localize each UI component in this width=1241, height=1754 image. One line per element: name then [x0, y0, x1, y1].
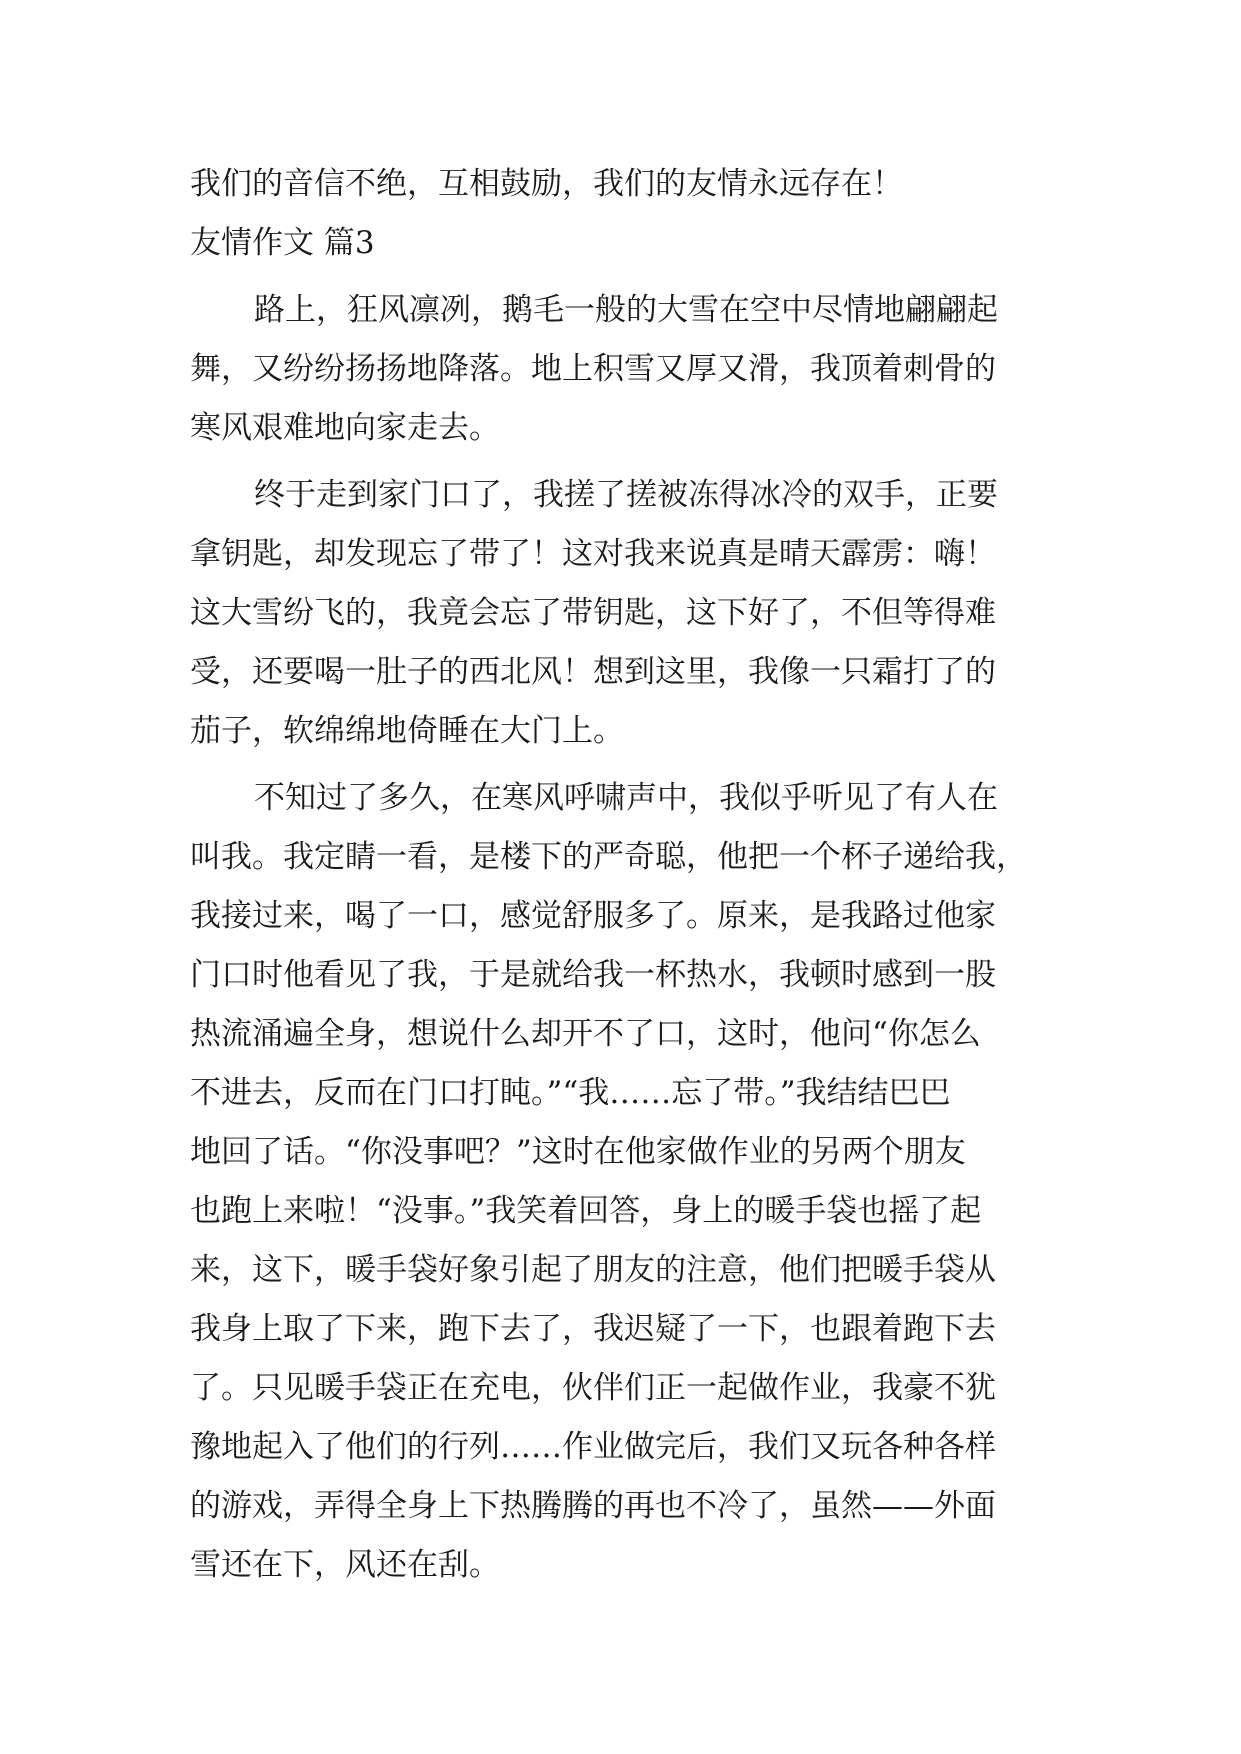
- paragraph-line: 受，还要喝一肚子的西北风！想到这里，我像一只霜打了的: [190, 654, 996, 690]
- paragraph-line: 豫地起入了他们的行列……作业做完后，我们又玩各种各样: [190, 1429, 996, 1465]
- paragraph-line: 我接过来，喝了一口，感觉舒服多了。原来，是我路过他家: [190, 898, 996, 934]
- spacer: [190, 273, 1052, 281]
- paragraph-line: 拿钥匙，却发现忘了带了！这对我来说真是晴天霹雳：嗨！: [190, 536, 996, 572]
- spacer: [190, 761, 1052, 769]
- paragraph-3: [190, 769, 1052, 1595]
- paragraph-line: 茄子，软绵绵地倚睡在大门上。: [190, 713, 624, 749]
- paragraph-2: [190, 466, 1052, 761]
- paragraph-line: 门口时他看见了我，于是就给我一杯热水，我顿时感到一股: [190, 957, 996, 993]
- paragraph-line: 路上，狂风凛冽，鹅毛一般的大雪在空中尽情地翩翩起: [254, 292, 998, 328]
- paragraph-line: 也跑上来啦！“没事。”我笑着回答，身上的暖手袋也摇了起: [190, 1193, 982, 1229]
- paragraph-line: 寒风艰难地向家走去。: [190, 410, 500, 446]
- paragraph-line: 来，这下，暖手袋好象引起了朋友的注意，他们把暖手袋从: [190, 1252, 996, 1288]
- paragraph-line: 我身上取了下来，跑下去了，我迟疑了一下，也跟着跑下去: [190, 1311, 996, 1347]
- document-body: [190, 155, 1052, 1595]
- paragraph-line: 这大雪纷飞的，我竟会忘了带钥匙，这下好了，不但等得难: [190, 595, 996, 631]
- paragraph-line: 热流涌遍全身，想说什么却开不了口，这时，他问“你怎么: [190, 1016, 981, 1052]
- intro-line: 我们的音信不绝，互相鼓励，我们的友情永远存在！: [190, 166, 903, 202]
- paragraph-line: 终于走到家门口了，我搓了搓被冻得冰冷的双手，正要: [254, 477, 998, 513]
- paragraph-line: 不进去，反而在门口打盹。”“我……忘了带。”我结结巴巴: [190, 1075, 951, 1111]
- paragraph-line: 地回了话。“你没事吧？”这时在他家做作业的另两个朋友: [190, 1134, 966, 1170]
- paragraph-line: 的游戏，弄得全身上下热腾腾的再也不冷了，虽然——外面: [190, 1488, 996, 1524]
- paragraph-line: 了。只见暖手袋正在充电，伙伴们正一起做作业，我豪不犹: [190, 1370, 996, 1406]
- spacer: [190, 458, 1052, 466]
- section-title: 友情作文 篇3: [190, 225, 375, 261]
- paragraph-line: 不知过了多久，在寒风呼啸声中，我似乎听见了有人在: [254, 780, 998, 816]
- paragraph-line: 舞，又纷纷扬扬地降落。地上积雪又厚又滑，我顶着刺骨的: [190, 351, 996, 387]
- paragraph-line: 叫我。我定睛一看，是楼下的严奇聪，他把一个杯子递给我，: [190, 839, 1027, 875]
- paragraph-line: 雪还在下，风还在刮。: [190, 1547, 500, 1583]
- paragraph-1: [190, 281, 1052, 458]
